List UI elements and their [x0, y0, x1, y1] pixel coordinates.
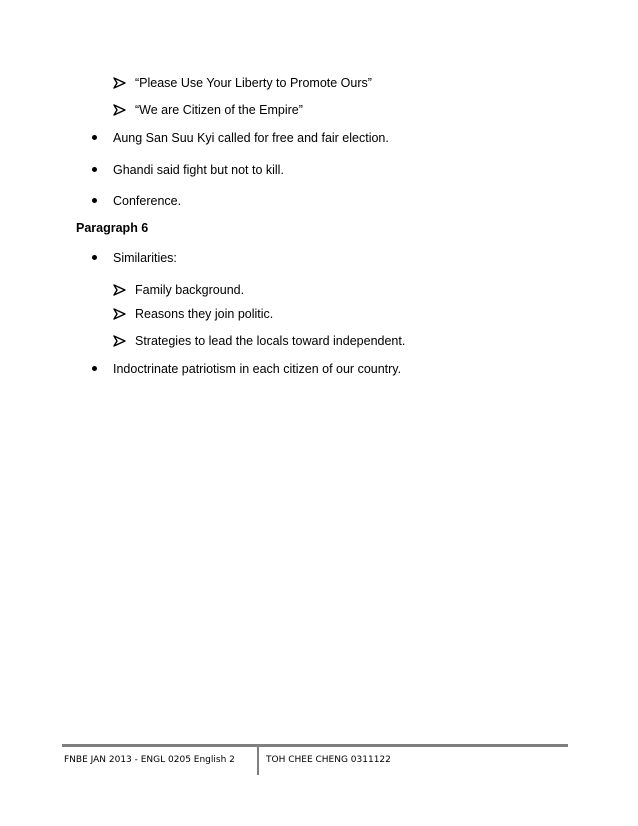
- footer-rule: [62, 744, 568, 747]
- round-bullet-icon: [92, 366, 97, 371]
- bullet-text: Ghandi said fight but not to kill.: [113, 163, 284, 177]
- footer-course: FNBE JAN 2013 - ENGL 0205 English 2: [64, 755, 235, 765]
- bullet-text: Similarities:: [113, 251, 177, 265]
- footer-author: TOH CHEE CHENG 0311122: [266, 755, 391, 765]
- quote-text: “We are Citizen of the Empire”: [135, 103, 303, 117]
- round-bullet-icon: [92, 135, 97, 140]
- footer-divider: [257, 747, 259, 775]
- round-bullet-icon: [92, 198, 97, 203]
- round-bullet-icon: [92, 255, 97, 260]
- round-bullet-icon: [92, 167, 97, 172]
- arrowhead-bullet-icon: [113, 282, 127, 298]
- arrowhead-bullet-icon: [113, 306, 127, 322]
- bullet-text: Conference.: [113, 194, 182, 208]
- similarity-text: Family background.: [135, 283, 245, 297]
- bullet-text: Aung San Suu Kyi called for free and fair election.: [113, 131, 389, 145]
- paragraph-heading: Paragraph 6: [76, 221, 149, 235]
- similarity-text: Reasons they join politic.: [135, 307, 274, 321]
- quote-text: “Please Use Your Liberty to Promote Ours”: [135, 76, 372, 90]
- arrowhead-bullet-icon: [113, 333, 127, 349]
- arrowhead-bullet-icon: [113, 102, 127, 118]
- arrowhead-bullet-icon: [113, 75, 127, 91]
- similarity-text: Strategies to lead the locals toward independent.: [135, 334, 406, 348]
- bullet-text: Indoctrinate patriotism in each citizen of our country.: [113, 362, 402, 376]
